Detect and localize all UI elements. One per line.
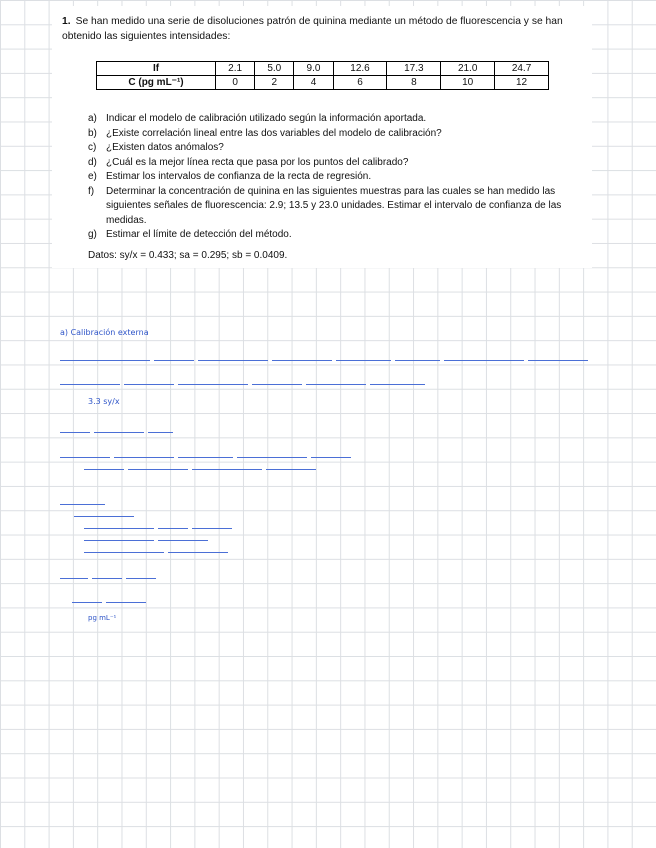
handwritten-scribble	[60, 449, 355, 461]
table-cell: 9.0	[294, 62, 333, 76]
handwritten-note-a: a) Calibración externa	[60, 328, 149, 337]
handwritten-scribble	[60, 376, 429, 388]
item-text: Estimar los intervalos de confianza de la recta de regresión.	[106, 171, 372, 182]
handwritten-scribble	[60, 424, 177, 436]
list-item	[88, 112, 588, 127]
item-text: ¿Existe correlación lineal entre las dos variables del modelo de calibración?	[106, 127, 442, 139]
table-cell: 4	[294, 76, 333, 90]
handwritten-note-detection: 3.3 sy/x	[88, 397, 120, 406]
list-item	[88, 185, 588, 229]
handwritten-scribble	[60, 496, 109, 508]
list-item	[88, 127, 588, 142]
handwritten-scribble	[60, 352, 592, 364]
table-cell: 21.0	[441, 62, 495, 76]
list-item	[88, 228, 588, 243]
list-item	[88, 170, 588, 185]
handwritten-note-result: pg mL⁻¹	[88, 614, 117, 622]
table-cell: 8	[387, 76, 441, 90]
table-cell: 2	[255, 76, 294, 90]
row-header-concentration: C (pg mL⁻¹)	[97, 76, 216, 90]
table-cell: 12.6	[333, 62, 387, 76]
problem-sheet	[52, 6, 592, 268]
item-letter: e)	[88, 171, 97, 182]
table-cell: 24.7	[495, 62, 549, 76]
handwritten-scribble	[84, 544, 232, 556]
item-text: Determinar la concentración de quinina en las siguientes muestras para las cuales se han medido las siguientes señales de fluorescencia: 2.9; 13.5 y 23.0 unidades. Estimar el intervalo de confianza de las medidas.	[106, 185, 562, 226]
handwritten-scribble	[72, 594, 150, 606]
item-text: Indicar el modelo de calibración utilizado según la información aportada.	[106, 113, 427, 124]
item-letter: d)	[88, 156, 97, 168]
table-cell: 0	[216, 76, 255, 90]
table-cell: 17.3	[387, 62, 441, 76]
item-text: Estimar el límite de detección del método.	[106, 229, 292, 240]
handwritten-scribble	[74, 508, 138, 520]
calibration-table	[96, 61, 549, 90]
handwritten-scribble	[84, 461, 320, 473]
handwritten-scribble	[84, 532, 212, 544]
table-cell: 5.0	[255, 62, 294, 76]
table-cell: 2.1	[216, 62, 255, 76]
handwritten-scribble	[84, 520, 236, 532]
question-number: 1.	[62, 16, 71, 27]
table-cell: 12	[495, 76, 549, 90]
item-letter: a)	[88, 113, 97, 124]
list-item	[88, 141, 588, 156]
item-letter: g)	[88, 229, 97, 240]
item-letter: b)	[88, 127, 97, 139]
table-row	[97, 62, 549, 76]
question-text: Se han medido una serie de disoluciones patrón de quinina mediante un método de fluorescencia y se han obtenido las siguientes intensidades:	[62, 16, 563, 42]
question-statement	[62, 14, 582, 44]
row-header-intensity: If	[97, 62, 216, 76]
sub-questions-list	[88, 112, 588, 243]
item-letter: c)	[88, 142, 97, 153]
table-cell: 6	[333, 76, 387, 90]
given-data: Datos: sy/x = 0.433; sa = 0.295; sb = 0.0409.	[88, 250, 288, 261]
handwritten-scribble	[60, 570, 160, 582]
item-letter: f)	[88, 185, 95, 197]
table-cell: 10	[441, 76, 495, 90]
item-text: ¿Cuál es la mejor línea recta que pasa por los puntos del calibrado?	[106, 156, 409, 168]
list-item	[88, 156, 588, 171]
item-text: ¿Existen datos anómalos?	[106, 142, 224, 153]
table-row	[97, 76, 549, 90]
